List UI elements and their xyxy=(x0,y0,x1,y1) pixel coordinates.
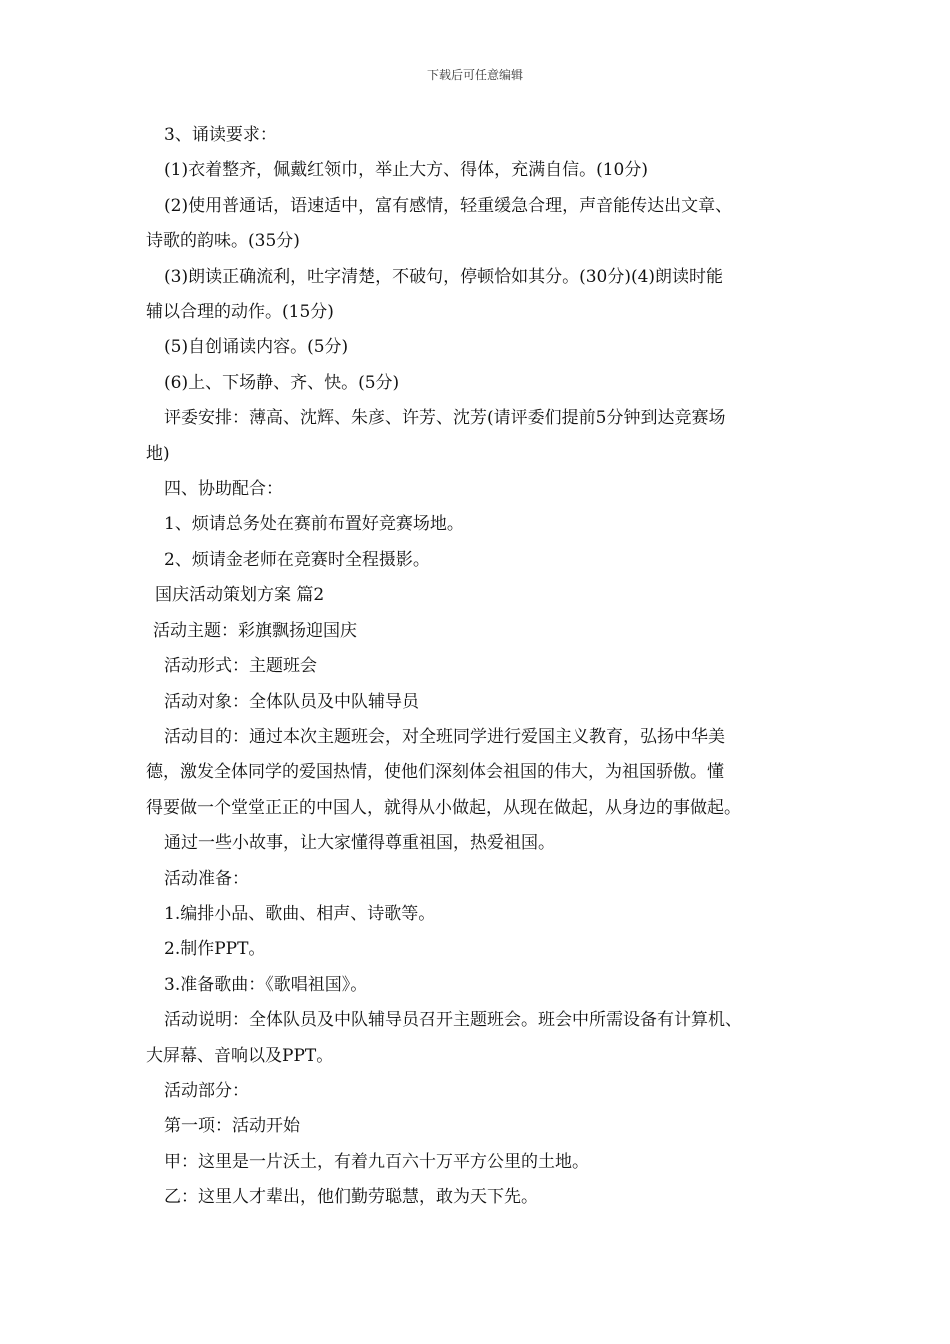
text-line: 2.制作PPT。 xyxy=(164,939,266,960)
text-line: 活动主题：彩旗飘扬迎国庆 xyxy=(153,620,357,641)
text-line: 得要做一个堂堂正正的中国人，就得从小做起，从现在做起，从身边的事做起。 xyxy=(146,797,741,818)
text-line: 3、诵读要求： xyxy=(164,125,277,145)
text-line: 活动部分： xyxy=(164,1080,249,1101)
text-line: 地) xyxy=(146,443,170,464)
section-heading: 四、协助配合： xyxy=(164,479,283,500)
document-body xyxy=(146,118,818,1216)
text-line: 评委安排：薄高、沈辉、朱彦、许芳、沈芳(请评委们提前5分钟到达竞赛场 xyxy=(164,408,726,429)
page-header: 下载后可任意编辑 xyxy=(426,68,523,82)
text-line: 3.准备歌曲：《歌唱祖国》。 xyxy=(164,974,368,995)
text-line: (6)上、下场静、齐、快。(5分) xyxy=(164,372,400,393)
text-line: 甲：这里是一片沃土，有着九百六十万平方公里的土地。 xyxy=(164,1151,589,1172)
text-line: 第一项：活动开始 xyxy=(164,1116,300,1137)
text-line: (3)朗读正确流利，吐字清楚，不破句，停顿恰如其分。(30分)(4)朗读时能 xyxy=(164,266,724,287)
text-line: 活动准备： xyxy=(164,868,249,889)
text-line: 乙：这里人才辈出，他们勤劳聪慧，敢为天下先。 xyxy=(164,1187,538,1208)
section-title: 国庆活动策划方案 篇2 xyxy=(155,585,325,606)
text-line: (5)自创诵读内容。(5分) xyxy=(164,337,349,358)
text-line: 活动说明：全体队员及中队辅导员召开主题班会。班会中所需设备有计算机、 xyxy=(164,1010,742,1031)
text-line: 诗歌的韵味。(35分) xyxy=(146,231,300,252)
text-line: 德，激发全体同学的爱国热情，使他们深刻体会祖国的伟大，为祖国骄傲。懂 xyxy=(146,762,724,783)
text-line: 活动形式：主题班会 xyxy=(164,656,317,677)
text-line: 通过一些小故事，让大家懂得尊重祖国，热爱祖国。 xyxy=(164,833,555,854)
text-line: 1、烦请总务处在赛前布置好竞赛场地。 xyxy=(164,514,464,535)
text-line: 活动对象：全体队员及中队辅导员 xyxy=(164,691,419,712)
text-line: (2)使用普通话，语速适中，富有感情，轻重缓急合理，声音能传达出文章、 xyxy=(164,195,733,216)
text-line: 大屏幕、音响以及PPT。 xyxy=(146,1045,334,1066)
text-line: 辅以合理的动作。(15分) xyxy=(146,302,334,323)
text-line: 活动目的：通过本次主题班会，对全班同学进行爱国主义教育，弘扬中华美 xyxy=(164,726,725,747)
text-line: 2、烦请金老师在竞赛时全程摄影。 xyxy=(164,549,430,570)
text-line: (1)衣着整齐，佩戴红领巾，举止大方、得体，充满自信。(10分) xyxy=(164,160,648,181)
text-line: 1.编排小品、歌曲、相声、诗歌等。 xyxy=(164,903,436,924)
